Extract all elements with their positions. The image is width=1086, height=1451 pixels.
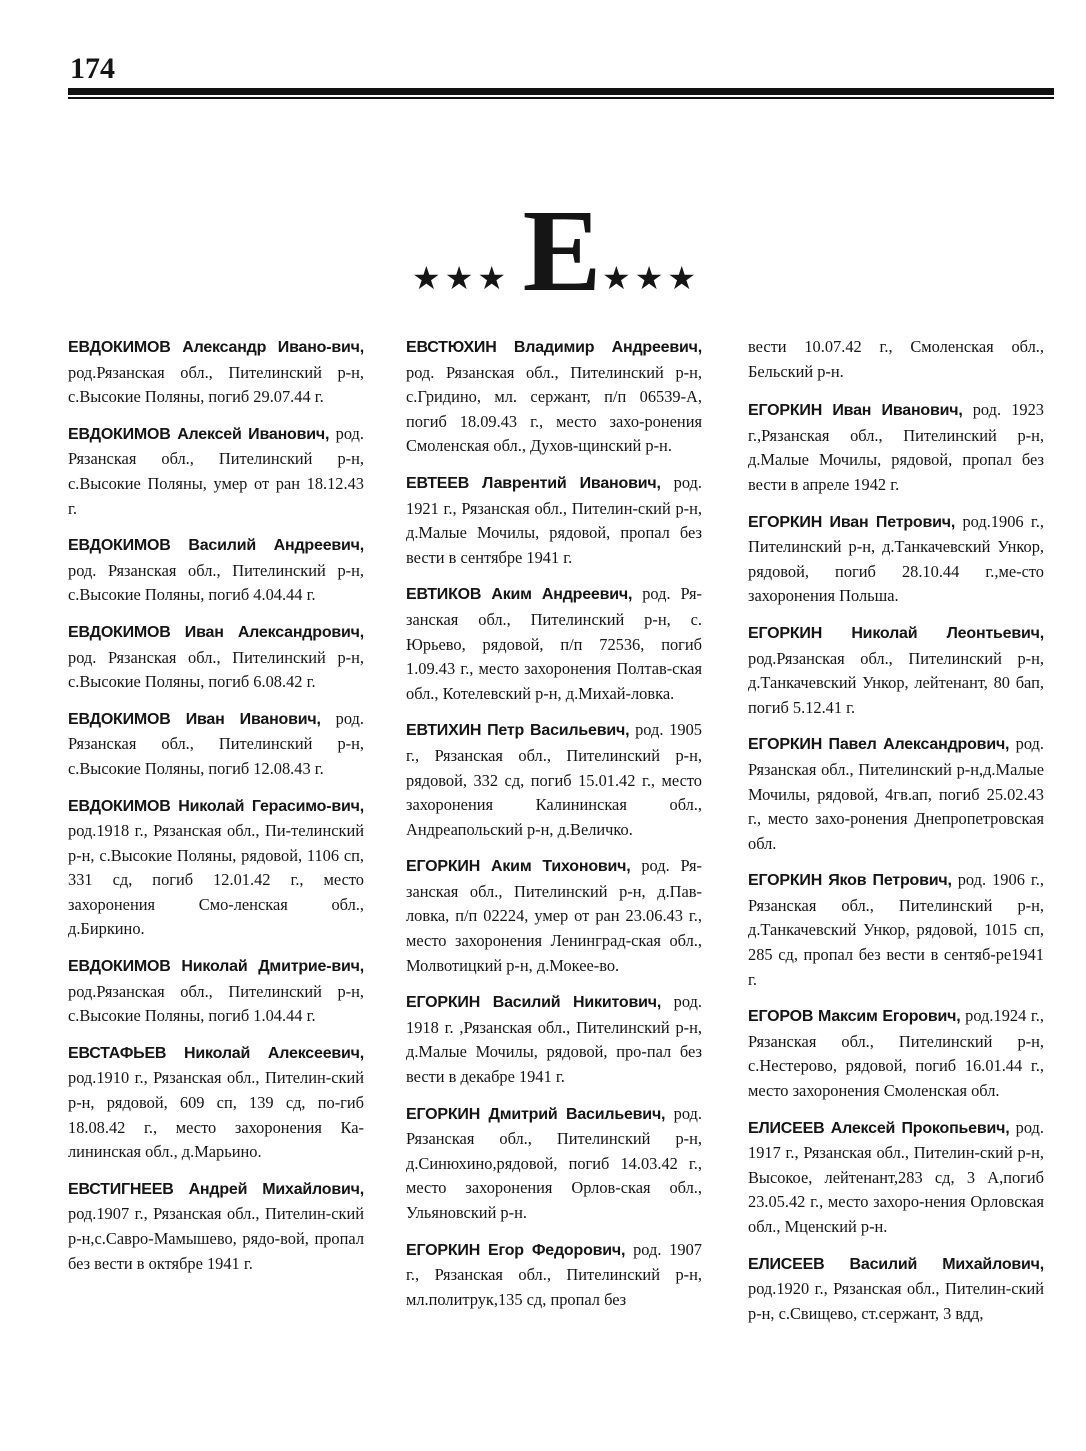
entry-name: ЕГОРКИН Николай Леонтьевич, xyxy=(748,624,1044,642)
entry-text: род.Рязанская обл., Пителинский р-н, с.Высокие Поляны, погиб 1.04.44 г. xyxy=(68,981,364,1026)
entry-text: род. 1905 г., Рязанская обл., Пителинский р-н, рядовой, 332 сд, погиб 15.01.42 г., место захоронения Калининская обл., Андреапольский р-н, д.Величко. xyxy=(406,720,702,839)
entry-name: ЕВДОКИМОВ Николай Герасимо-вич, xyxy=(68,797,364,815)
entry xyxy=(406,1102,702,1226)
entry xyxy=(748,398,1044,497)
entry xyxy=(68,1041,364,1165)
entry-text: род. Рязанская обл., Пителинский р-н,д.Малые Мочилы, рядовой, 4гв.ап, погиб 25.02.43 г., место захо-ронения Днепропетровская обл. xyxy=(748,734,1044,853)
entry-name: ЕВСТЮХИН Владимир Андреевич, xyxy=(406,339,702,356)
entry xyxy=(68,1177,364,1276)
entry xyxy=(68,794,364,943)
entry-text: вести 10.07.42 г., Смоленская обл., Бельский р-н. xyxy=(748,337,1044,381)
entry-name: ЕГОРКИН Иван Иванович, xyxy=(748,402,963,420)
entry-name: ЕВДОКИМОВ Алексей Иванович, xyxy=(68,425,330,443)
entry-name: ЕГОРКИН Аким Тихонович, xyxy=(406,858,631,876)
header-rule-thick xyxy=(68,88,1054,95)
entry-name: ЕВТИКОВ Аким Андреевич, xyxy=(406,586,633,604)
entry-name: ЕГОРКИН Павел Александрович, xyxy=(748,736,1010,754)
entry xyxy=(406,335,702,459)
entry xyxy=(748,621,1044,720)
entry-text: род.1924 г., Рязанская обл., Пителинский р-н, с.Нестерово, рядовой, погиб 16.01.44 г., место захоронения Смоленская обл. xyxy=(748,1006,1044,1101)
entry-name: ЕЛИСЕЕВ Алексей Прокопьевич, xyxy=(748,1119,1010,1137)
entry-text: род. 1907 г., Рязанская обл., Пителинский р-н, мл.политрук,135 сд, пропал без xyxy=(406,1239,702,1309)
entry xyxy=(68,954,364,1029)
entry-text: род. 1923 г.,Рязанская обл., Пителинский р-н, д.Малые Мочилы, рядовой, пропал без вести в апреле 1942 г. xyxy=(748,400,1045,494)
entry-text: род. Рязанская обл., Пителинский р-н, с.Высокие Поляны, погиб 6.08.42 г. xyxy=(68,647,364,692)
entry xyxy=(406,1238,702,1313)
entry-name: ЕГОРКИН Василий Никитович, xyxy=(406,994,662,1012)
entry xyxy=(406,471,702,570)
entry-name: ЕВДОКИМОВ Александр Ивано-вич, xyxy=(68,339,364,356)
entry xyxy=(748,732,1044,856)
entry xyxy=(748,1116,1044,1240)
entry-text: род. Рязанская обл., Пителинский р-н, с.Высокие Поляны, погиб 12.08.43 г. xyxy=(68,708,364,778)
entry-text: род.1918 г., Рязанская обл., Пи-телинский р-н, с.Высокие Поляны, рядовой, 1106 сп, 331 сд, погиб 12.01.42 г., место захоронения Смо-ленская обл., д.Биркино. xyxy=(68,821,364,939)
entry xyxy=(748,1252,1044,1327)
entry-text: род. Рязанская обл., Пителинский р-н, с.Высокие Поляны, погиб 4.04.44 г. xyxy=(68,560,364,605)
entry-name: ЕВДОКИМОВ Иван Иванович, xyxy=(68,710,321,728)
entry xyxy=(406,582,702,706)
entry-text: род.1920 г., Рязанская обл., Пителин-ский р-н, с.Свищево, ст.сержант, 3 вдд, xyxy=(748,1279,1044,1323)
entry xyxy=(748,868,1044,992)
entry-name: ЕГОРКИН Дмитрий Васильевич, xyxy=(406,1105,666,1123)
entry-name: ЕГОРКИН Иван Петрович, xyxy=(748,513,956,531)
entry xyxy=(68,707,364,782)
entry-text: род. 1921 г., Рязанская обл., Пителин-ский р-н, д.Малые Мочилы, рядовой, пропал без вести в сентябре 1941 г. xyxy=(406,472,702,567)
entry-name: ЕВСТАФЬЕВ Николай Алексеевич, xyxy=(68,1044,364,1062)
column-1 xyxy=(68,335,364,1288)
entry-text: род.1910 г., Рязанская обл., Пителин-ский р-н, рядовой, 609 сп, 139 сд, по-гиб 18.08.42 г., место захоронения Ка-лининская обл., д.Марьино. xyxy=(68,1068,364,1162)
section-heading xyxy=(410,185,710,316)
entry xyxy=(68,533,364,608)
entry-continuation xyxy=(748,335,1044,384)
entry-text: род. 1917 г., Рязанская обл., Пителин-ский р-н, Высокое, лейтенант,283 сд, 3 А,погиб 23.05.42 г., место захоро-нения Орловская обл., Мценский р-н. xyxy=(748,1117,1044,1236)
entry-text: род.Рязанская обл., Пителинский р-н, с.Высокие Поляны, погиб 29.07.44 г. xyxy=(68,362,364,407)
entry xyxy=(748,1004,1044,1103)
entry-name: ЕВТИХИН Петр Васильевич, xyxy=(406,722,630,740)
entry-name: ЕВТЕЕВ Лаврентий Иванович, xyxy=(406,474,661,492)
entry-name: ЕВДОКИМОВ Иван Александрович, xyxy=(68,623,364,641)
entry xyxy=(406,854,702,978)
entry-text: род. Ря-занская обл., Пителинский р-н, д.Пав-ловка, п/п 02224, умер от ран 23.06.43 г., место захоронения Ленинград-ская обл., Молвотицкий р-н, д.Мокее-во. xyxy=(406,856,702,975)
entry-text: род. Рязанская обл., Пителинский р-н, с.Высокие Поляны, умер от ран 18.12.43 г. xyxy=(68,423,364,518)
entry-text: род. Рязанская обл., Пителинский р-н, с.Гридино, мл. сержант, п/п 06539-А, погиб 18.09.43 г., место захо-ронения Смоленская обл., Духов-щинский р-н. xyxy=(406,362,702,456)
section-letter: Е xyxy=(522,185,602,316)
entry xyxy=(68,422,364,521)
entry-text: род.1907 г., Рязанская обл., Пителин-ский р-н,с.Савро-Мамышево, рядо-вой, пропал без вести в октябре 1941 г. xyxy=(68,1204,364,1273)
entry-name: ЕВДОКИМОВ Николай Дмитрие-вич, xyxy=(68,958,364,976)
entry-name: ЕЛИСЕЕВ Василий Михайлович, xyxy=(748,1255,1044,1273)
stars-right-ornament: ★★★ xyxy=(602,260,701,296)
stars-left-ornament: ★★★ xyxy=(412,260,511,296)
entry-text: род. 1918 г. ,Рязанская обл., Пителинский р-н, д.Малые Мочилы, рядовой, про-пал без вести в декабре 1941 г. xyxy=(406,992,702,1087)
entry-name: ЕГОРКИН Яков Петрович, xyxy=(748,872,952,890)
page-number: 174 xyxy=(70,52,115,85)
entry xyxy=(68,335,364,410)
column-3 xyxy=(748,335,1044,1338)
column-2 xyxy=(406,335,702,1324)
entry-text: род.Рязанская обл., Пителинский р-н, д.Танкачевский Ункор, лейтенант, 80 бап, погиб 5.12.41 г. xyxy=(748,648,1044,717)
entry xyxy=(68,620,364,695)
entry-text: род. 1906 г., Рязанская обл., Пителинский р-н, д.Танкачевский Ункор, рядовой, 1015 сп, 285 сд, пропал без вести в сентяб-ре1941 г. xyxy=(748,870,1044,989)
entry-name: ЕВДОКИМОВ Василий Андреевич, xyxy=(68,537,364,555)
entry-name: ЕВСТИГНЕЕВ Андрей Михайлович, xyxy=(68,1180,364,1198)
entry-name: ЕГОРКИН Егор Федорович, xyxy=(406,1241,626,1259)
entry-name: ЕГОРОВ Максим Егорович, xyxy=(748,1008,961,1026)
header-rule-thin xyxy=(68,97,1054,99)
entry-text: род.1906 г., Пителинский р-н, д.Танкачевский Ункор, рядовой, погиб 28.10.44 г.,ме-сто захоронения Польша. xyxy=(748,511,1044,606)
entry-text: род. Ря-занская обл., Пителинский р-н, с. Юрьево, рядовой, п/п 72536, погиб 1.09.43 г., место захоронения Полтав-ская обл., Котелевский р-н, д.Михай-ловка. xyxy=(406,584,702,703)
entry xyxy=(406,718,702,842)
entry xyxy=(406,990,702,1089)
entry-text: род. Рязанская обл., Пителинский р-н, д.Синюхино,рядовой, погиб 14.03.42 г., место захоронения Орлов-ская обл., Ульяновский р-н. xyxy=(406,1103,702,1222)
entry xyxy=(748,510,1044,609)
